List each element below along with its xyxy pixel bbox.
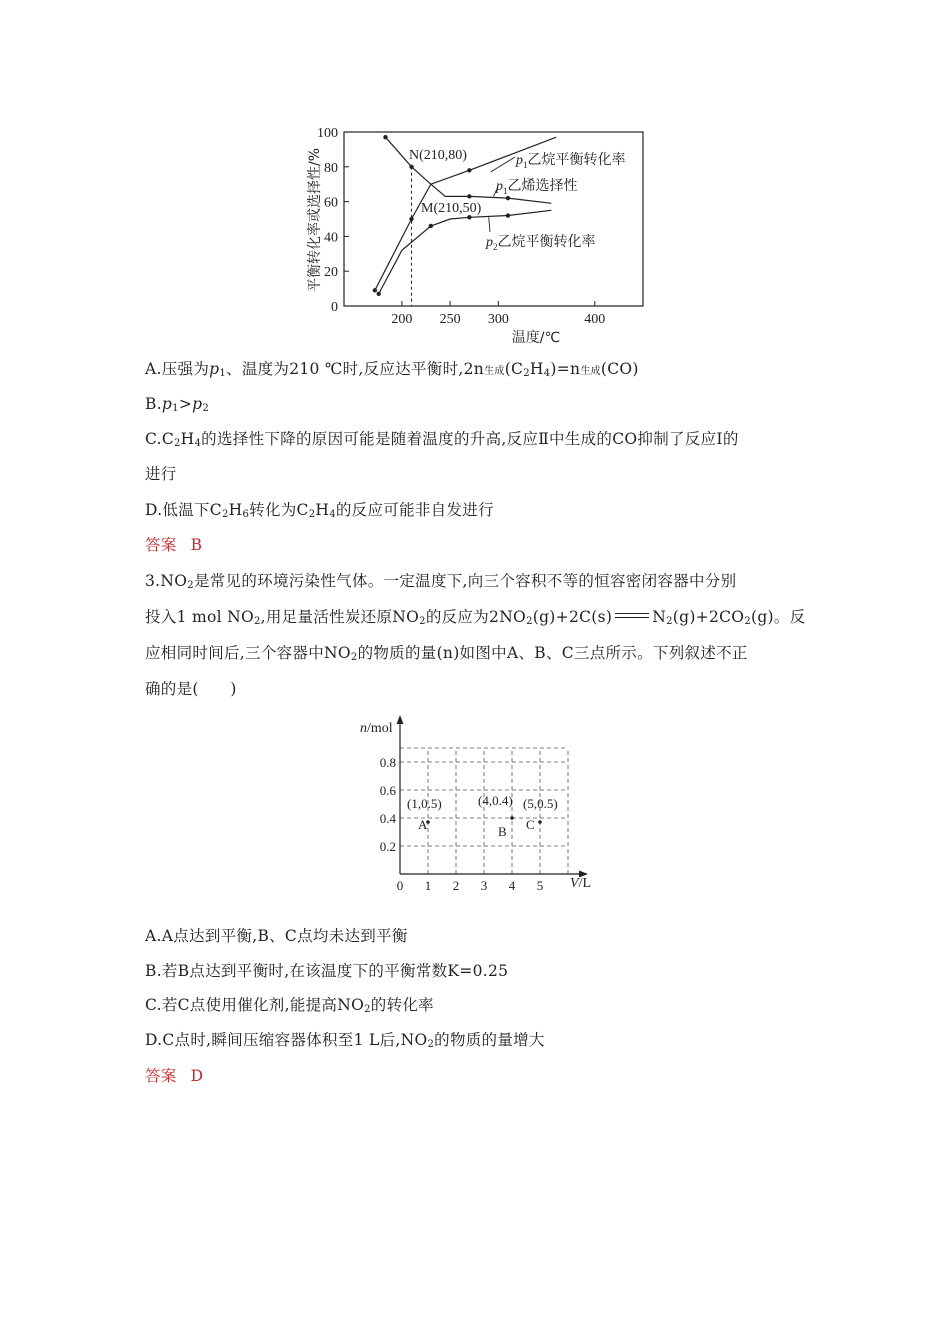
chart1-ytick-label: 40	[324, 230, 338, 246]
chart2-point-letter-b: B	[498, 824, 507, 839]
chart2-point-coord-a: (1,0.5)	[407, 796, 442, 811]
chart1-xlabel: 温度/℃	[511, 330, 561, 346]
chart1-legend-p1-ethylene-sub: 1	[503, 186, 508, 196]
q3-stem-line2: 投入1 mol $NO_2$,用足量活性炭还原$NO_2$的反应为$2NO_2(g)+2C(s)$ $N_2(g)+2CO_2(g)$。反	[145, 608, 806, 627]
chart1-leader-p2-ethane	[489, 217, 490, 232]
chart2-xtick-label: 5	[536, 878, 544, 892]
chart2-grid	[400, 748, 568, 874]
chart1-leader-p1-ethane	[491, 157, 515, 172]
chart1-xtick-label: 300	[487, 312, 509, 327]
chart1-ytick-label: 0	[331, 300, 338, 315]
q3-option-a: A.A点达到平衡,B、C点均未达到平衡	[145, 927, 408, 945]
chart1-legend-p2-ethane-p: p	[486, 235, 493, 250]
chart1-legend-p1-ethane-text: 乙烷平衡转化率	[527, 152, 626, 168]
chart1-xtick-label: 250	[439, 312, 461, 327]
chart2-ytick-label: 0.2	[379, 839, 396, 854]
q3-stem-line1: $3.NO_2$是常见的环境污染性气体。一定温度下,向三个容积不等的恒容密闭容器中分别	[145, 572, 737, 591]
chart2-y-arrow-icon	[397, 715, 404, 724]
chart-volume-moles	[350, 712, 610, 892]
chart2-points	[407, 793, 558, 839]
chart1-ytick-label: 20	[324, 265, 338, 281]
chart2-ytick-label: 0.4	[379, 811, 396, 826]
chart1-legend-p2-ethane-sub: 2	[493, 242, 498, 252]
chart2-point-letter-a: A	[418, 817, 428, 832]
chart1-ylabel: 平衡转化率或选择性/%	[307, 147, 323, 293]
chart2-point-b	[510, 816, 514, 820]
chart2-xtick-label: 1	[424, 878, 432, 892]
chart1-data-point	[506, 213, 510, 217]
q2-answer-label: 答案	[145, 536, 177, 554]
q3-answer-value: D	[190, 1067, 204, 1085]
chart1-data-point	[506, 196, 510, 200]
q3-stem-line4: 确的是( )	[145, 680, 237, 698]
q3-option-c: C.若C点使用催化剂,能提高$NO_2$的转化率	[145, 996, 434, 1015]
chart2-xtick-label: 4	[508, 878, 516, 892]
q3-option-b: B.若B点达到平衡时,在该温度下的平衡常数K=0.25	[145, 962, 509, 980]
chart1-data-point	[383, 135, 387, 139]
q2-answer	[145, 538, 202, 554]
chart1-data-point	[377, 292, 381, 296]
chart1-ytick-label: 100	[317, 126, 338, 141]
chart2-point-coord-c: (5,0.5)	[523, 796, 558, 811]
chart1-legend-p1-ethylene	[495, 177, 578, 196]
chart1-annotation-n: N(210,80)	[409, 148, 467, 163]
chart2-ytick-label: 0.6	[379, 783, 396, 798]
q2-option-c: $C.C_2H_4$的选择性下降的原因可能是随着温度的升高,反应Ⅱ中生成的CO抑制了反应Ⅰ的	[145, 430, 739, 449]
chart1-legend-p1-ethane-sub: 1	[523, 160, 528, 170]
chart1-data-point	[409, 217, 413, 221]
chart2-point-coord-b: (4,0.4)	[478, 793, 513, 808]
q3-stem-line3: 应相同时间后,三个容器中$NO_2$的物质的量(n)如图中A、B、C三点所示。下列叙述不正	[145, 644, 748, 663]
chart2-xlabel	[570, 876, 591, 891]
chart2-xtick-label: 0	[396, 878, 404, 892]
chart1-legend-p1-ethane	[515, 152, 626, 170]
equilibrium-arrow-icon	[615, 612, 649, 620]
chart2-ylabel-unit: /mol	[367, 721, 393, 736]
chart1-xtick-label: 200	[391, 312, 413, 327]
q2-option-d: D.低温下$C_2H_6$转化为$C_2H_4$的反应可能非自发进行	[145, 501, 494, 520]
q2-answer-value: B	[190, 536, 203, 554]
chart2-xtick-label: 2	[452, 878, 460, 892]
chart1-legend-p2-ethane-text: 乙烷平衡转化率	[497, 234, 596, 250]
chart1-data-point	[409, 165, 413, 169]
q2-option-a: A.压强为$p_1$、温度为210 ℃时,反应达平衡时,2n生成$(C_2H_4)=n$生成(CO)	[145, 360, 639, 379]
q3-answer-label: 答案	[145, 1067, 177, 1085]
chart1-ytick-label: 60	[324, 195, 338, 211]
chart1-data-point	[429, 224, 433, 228]
q3-option-d: D.C点时,瞬间压缩容器体积至1 L后$,NO_2$的物质的量增大	[145, 1031, 545, 1050]
chart1-xtick-label: 400	[584, 312, 606, 327]
chart1-data-point	[467, 168, 471, 172]
chart1-annotation-m: M(210,50)	[421, 201, 482, 216]
chart1-legend-p1-ethylene-p: p	[496, 179, 503, 194]
chart2-ylabel-n: n	[360, 721, 367, 736]
chart-temperature-conversion	[300, 120, 660, 350]
chart1-series-line-2	[379, 210, 552, 293]
q3-answer	[145, 1069, 203, 1085]
chart1-legend-p1-ethane-p: p	[516, 153, 523, 168]
chart2-point-c	[538, 820, 542, 824]
chart1-legend-p1-ethylene-text: 乙烯选择性	[507, 178, 578, 194]
q2-option-c-cont: 进行	[145, 465, 177, 483]
chart2-ytick-label: 0.8	[379, 755, 396, 770]
chart1-legend-p2-ethane	[485, 234, 596, 252]
chart2-ylabel	[360, 721, 393, 736]
chart1-data-point	[373, 288, 377, 292]
chart2-point-letter-c: C	[526, 817, 535, 832]
chart2-xlabel-v: V	[570, 876, 579, 891]
q2-option-b: $B.p_1>p_2$	[145, 395, 210, 414]
chart2-xlabel-unit: /L	[578, 876, 592, 891]
chart2-xtick-label: 3	[480, 878, 488, 892]
chart1-ytick-label: 80	[324, 160, 338, 176]
chart1-data-point	[467, 194, 471, 198]
